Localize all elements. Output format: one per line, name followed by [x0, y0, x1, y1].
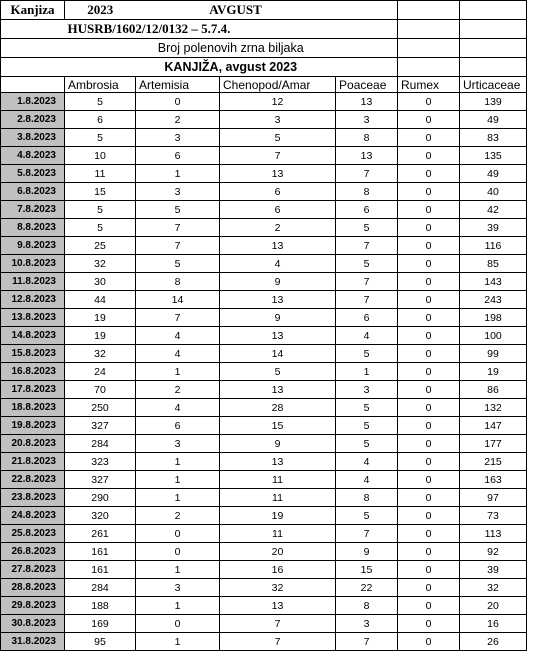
value-cell[interactable]: 73	[460, 507, 527, 525]
date-cell[interactable]: 16.8.2023	[1, 363, 65, 381]
date-cell[interactable]: 29.8.2023	[1, 597, 65, 615]
value-cell[interactable]: 49	[460, 111, 527, 129]
table-row	[1, 579, 527, 597]
value-cell[interactable]: 44	[65, 291, 136, 309]
value-cell[interactable]: 13	[220, 237, 336, 255]
date-cell[interactable]: 19.8.2023	[1, 417, 65, 435]
value-cell[interactable]: 4	[336, 471, 398, 489]
value-cell[interactable]: 327	[65, 471, 136, 489]
location-cell[interactable]: Kanjiza	[1, 1, 65, 20]
value-cell[interactable]: 30	[65, 273, 136, 291]
value-cell[interactable]: 19	[65, 309, 136, 327]
value-cell[interactable]: 5	[136, 201, 220, 219]
empty-header-cell[interactable]	[1, 77, 65, 93]
date-cell[interactable]: 7.8.2023	[1, 201, 65, 219]
value-cell[interactable]: 32	[220, 579, 336, 597]
value-cell[interactable]: 3	[336, 381, 398, 399]
empty-cell[interactable]	[1, 58, 65, 77]
value-cell[interactable]: 8	[336, 129, 398, 147]
table-row	[1, 129, 527, 147]
value-cell[interactable]: 11	[220, 489, 336, 507]
value-cell[interactable]: 7	[220, 633, 336, 651]
value-cell[interactable]: 0	[398, 633, 460, 651]
value-cell[interactable]: 2	[136, 507, 220, 525]
value-cell[interactable]: 327	[65, 417, 136, 435]
value-cell[interactable]: 0	[398, 147, 460, 165]
value-cell[interactable]: 0	[398, 183, 460, 201]
value-cell[interactable]: 95	[65, 633, 136, 651]
date-cell[interactable]: 30.8.2023	[1, 615, 65, 633]
value-cell[interactable]: 1	[136, 471, 220, 489]
value-cell[interactable]: 0	[398, 309, 460, 327]
date-cell[interactable]: 3.8.2023	[1, 129, 65, 147]
value-cell[interactable]: 0	[398, 507, 460, 525]
value-cell[interactable]: 4	[336, 453, 398, 471]
value-cell[interactable]: 143	[460, 273, 527, 291]
value-cell[interactable]: 0	[398, 327, 460, 345]
value-cell[interactable]: 15	[220, 417, 336, 435]
date-cell[interactable]: 23.8.2023	[1, 489, 65, 507]
value-cell[interactable]: 5	[336, 219, 398, 237]
value-cell[interactable]: 1	[136, 597, 220, 615]
value-cell[interactable]: 85	[460, 255, 527, 273]
value-cell[interactable]: 139	[460, 93, 527, 111]
date-cell[interactable]: 22.8.2023	[1, 471, 65, 489]
table-row	[1, 345, 527, 363]
empty-cell[interactable]	[398, 58, 460, 77]
value-cell[interactable]: 243	[460, 291, 527, 309]
date-cell[interactable]: 4.8.2023	[1, 147, 65, 165]
date-cell[interactable]: 20.8.2023	[1, 435, 65, 453]
value-cell[interactable]: 261	[65, 525, 136, 543]
table-row	[1, 273, 527, 291]
table-row	[1, 363, 527, 381]
value-cell[interactable]: 0	[398, 237, 460, 255]
value-cell[interactable]: 7	[336, 237, 398, 255]
table-row	[1, 291, 527, 309]
empty-cell[interactable]	[398, 20, 460, 39]
value-cell[interactable]: 0	[398, 363, 460, 381]
table-row	[1, 633, 527, 651]
table-row	[1, 93, 527, 111]
value-cell[interactable]: 6	[65, 111, 136, 129]
value-cell[interactable]: 0	[398, 561, 460, 579]
value-cell[interactable]: 169	[65, 615, 136, 633]
value-cell[interactable]: 5	[65, 219, 136, 237]
value-cell[interactable]: 32	[460, 579, 527, 597]
date-cell[interactable]: 11.8.2023	[1, 273, 65, 291]
column-header[interactable]: Artemisia	[136, 77, 220, 93]
value-cell[interactable]: 13	[220, 291, 336, 309]
value-cell[interactable]: 11	[220, 471, 336, 489]
date-cell[interactable]: 5.8.2023	[1, 165, 65, 183]
value-cell[interactable]: 0	[398, 201, 460, 219]
value-cell[interactable]: 13	[220, 165, 336, 183]
value-cell[interactable]: 0	[398, 543, 460, 561]
table-row	[1, 417, 527, 435]
value-cell[interactable]: 92	[460, 543, 527, 561]
value-cell[interactable]: 8	[336, 489, 398, 507]
value-cell[interactable]: 32	[65, 255, 136, 273]
value-cell[interactable]: 15	[336, 561, 398, 579]
date-cell[interactable]: 15.8.2023	[1, 345, 65, 363]
value-cell[interactable]: 5	[65, 201, 136, 219]
value-cell[interactable]: 8	[336, 597, 398, 615]
table-row	[1, 453, 527, 471]
value-cell[interactable]: 132	[460, 399, 527, 417]
date-cell[interactable]: 2.8.2023	[1, 111, 65, 129]
value-cell[interactable]: 13	[220, 597, 336, 615]
value-cell[interactable]: 135	[460, 147, 527, 165]
value-cell[interactable]: 3	[136, 129, 220, 147]
value-cell[interactable]: 0	[398, 453, 460, 471]
station-title-cell[interactable]: KANJIŽA, avgust 2023	[65, 58, 398, 77]
value-cell[interactable]: 284	[65, 579, 136, 597]
value-cell[interactable]: 5	[336, 507, 398, 525]
value-cell[interactable]: 22	[336, 579, 398, 597]
date-cell[interactable]: 17.8.2023	[1, 381, 65, 399]
value-cell[interactable]: 7	[136, 219, 220, 237]
value-cell[interactable]: 4	[336, 327, 398, 345]
value-cell[interactable]: 26	[460, 633, 527, 651]
table-row	[1, 147, 527, 165]
value-cell[interactable]: 86	[460, 381, 527, 399]
value-cell[interactable]: 0	[398, 381, 460, 399]
date-cell[interactable]: 26.8.2023	[1, 543, 65, 561]
value-cell[interactable]: 25	[65, 237, 136, 255]
value-cell[interactable]: 42	[460, 201, 527, 219]
value-cell[interactable]: 19	[460, 363, 527, 381]
table-row	[1, 309, 527, 327]
value-cell[interactable]: 28	[220, 399, 336, 417]
table-row	[1, 201, 527, 219]
value-cell[interactable]: 0	[398, 165, 460, 183]
value-cell[interactable]: 97	[460, 489, 527, 507]
date-cell[interactable]: 8.8.2023	[1, 219, 65, 237]
value-cell[interactable]: 0	[398, 129, 460, 147]
value-cell[interactable]: 6	[136, 147, 220, 165]
value-cell[interactable]: 83	[460, 129, 527, 147]
value-cell[interactable]: 10	[65, 147, 136, 165]
table-row	[1, 381, 527, 399]
value-cell[interactable]: 0	[398, 399, 460, 417]
value-cell[interactable]: 0	[398, 255, 460, 273]
value-cell[interactable]: 198	[460, 309, 527, 327]
value-cell[interactable]: 5	[136, 255, 220, 273]
value-cell[interactable]: 0	[398, 579, 460, 597]
table-row	[1, 615, 527, 633]
value-cell[interactable]: 163	[460, 471, 527, 489]
value-cell[interactable]: 15	[65, 183, 136, 201]
table-row	[1, 165, 527, 183]
value-cell[interactable]: 161	[65, 561, 136, 579]
value-cell[interactable]: 1	[136, 363, 220, 381]
value-cell[interactable]: 0	[398, 111, 460, 129]
value-cell[interactable]: 99	[460, 345, 527, 363]
column-header[interactable]: Ambrosia	[65, 77, 136, 93]
value-cell[interactable]: 0	[136, 543, 220, 561]
value-cell[interactable]: 8	[136, 273, 220, 291]
value-cell[interactable]: 7	[220, 147, 336, 165]
value-cell[interactable]: 250	[65, 399, 136, 417]
value-cell[interactable]: 0	[398, 597, 460, 615]
table-row	[1, 597, 527, 615]
value-cell[interactable]: 5	[336, 255, 398, 273]
value-cell[interactable]: 20	[220, 543, 336, 561]
value-cell[interactable]: 3	[336, 615, 398, 633]
year-cell[interactable]: 2023	[65, 1, 136, 20]
value-cell[interactable]: 39	[460, 219, 527, 237]
table-row	[1, 435, 527, 453]
value-cell[interactable]: 9	[336, 543, 398, 561]
column-header[interactable]: Rumex	[398, 77, 460, 93]
value-cell[interactable]: 8	[336, 183, 398, 201]
value-cell[interactable]: 5	[220, 363, 336, 381]
date-cell[interactable]: 25.8.2023	[1, 525, 65, 543]
value-cell[interactable]: 7	[136, 309, 220, 327]
value-cell[interactable]: 1	[336, 363, 398, 381]
value-cell[interactable]: 7	[336, 525, 398, 543]
value-cell[interactable]: 13	[220, 381, 336, 399]
value-cell[interactable]: 1	[136, 561, 220, 579]
date-cell[interactable]: 9.8.2023	[1, 237, 65, 255]
value-cell[interactable]: 5	[65, 129, 136, 147]
value-cell[interactable]: 24	[65, 363, 136, 381]
value-cell[interactable]: 2	[136, 381, 220, 399]
date-cell[interactable]: 6.8.2023	[1, 183, 65, 201]
value-cell[interactable]: 116	[460, 237, 527, 255]
value-cell[interactable]: 11	[65, 165, 136, 183]
value-cell[interactable]: 161	[65, 543, 136, 561]
value-cell[interactable]: 188	[65, 597, 136, 615]
value-cell[interactable]: 9	[220, 309, 336, 327]
value-cell[interactable]: 13	[220, 453, 336, 471]
value-cell[interactable]: 0	[398, 417, 460, 435]
value-cell[interactable]: 1	[136, 633, 220, 651]
value-cell[interactable]: 5	[220, 129, 336, 147]
value-cell[interactable]: 0	[136, 93, 220, 111]
value-cell[interactable]: 100	[460, 327, 527, 345]
value-cell[interactable]: 7	[336, 633, 398, 651]
table-row	[1, 183, 527, 201]
empty-cell[interactable]	[460, 39, 527, 58]
table-row	[1, 237, 527, 255]
subtitle-cell[interactable]: Broj polenovih zrna biljaka	[65, 39, 398, 58]
value-cell[interactable]: 323	[65, 453, 136, 471]
value-cell[interactable]: 49	[460, 165, 527, 183]
value-cell[interactable]: 9	[220, 273, 336, 291]
date-cell[interactable]: 28.8.2023	[1, 579, 65, 597]
value-cell[interactable]: 0	[398, 615, 460, 633]
empty-cell[interactable]	[398, 1, 460, 20]
table-row	[1, 327, 527, 345]
value-cell[interactable]: 13	[336, 147, 398, 165]
value-cell[interactable]: 19	[220, 507, 336, 525]
date-cell[interactable]: 14.8.2023	[1, 327, 65, 345]
value-cell[interactable]: 16	[220, 561, 336, 579]
value-cell[interactable]: 1	[136, 165, 220, 183]
value-cell[interactable]: 13	[336, 93, 398, 111]
value-cell[interactable]: 12	[220, 93, 336, 111]
value-cell[interactable]: 19	[65, 327, 136, 345]
column-header[interactable]: Poaceae	[336, 77, 398, 93]
value-cell[interactable]: 0	[398, 489, 460, 507]
value-cell[interactable]: 2	[220, 219, 336, 237]
value-cell[interactable]: 16	[460, 615, 527, 633]
value-cell[interactable]: 6	[136, 417, 220, 435]
column-header[interactable]: Urticaceae	[460, 77, 527, 93]
empty-cell[interactable]	[1, 39, 65, 58]
value-cell[interactable]: 3	[136, 183, 220, 201]
value-cell[interactable]: 0	[398, 291, 460, 309]
value-cell[interactable]: 4	[136, 345, 220, 363]
value-cell[interactable]: 5	[336, 417, 398, 435]
value-cell[interactable]: 0	[398, 435, 460, 453]
empty-cell[interactable]	[460, 20, 527, 39]
table-row	[1, 525, 527, 543]
empty-cell[interactable]	[336, 20, 398, 39]
value-cell[interactable]: 5	[65, 93, 136, 111]
value-cell[interactable]: 4	[220, 255, 336, 273]
column-header[interactable]: Chenopod/Amar	[220, 77, 336, 93]
value-cell[interactable]: 0	[398, 345, 460, 363]
empty-cell[interactable]	[398, 39, 460, 58]
value-cell[interactable]: 320	[65, 507, 136, 525]
value-cell[interactable]: 0	[398, 93, 460, 111]
value-cell[interactable]: 40	[460, 183, 527, 201]
value-cell[interactable]: 147	[460, 417, 527, 435]
value-cell[interactable]: 6	[220, 183, 336, 201]
table-row	[1, 111, 527, 129]
table-row	[1, 399, 527, 417]
date-cell[interactable]: 1.8.2023	[1, 93, 65, 111]
value-cell[interactable]: 70	[65, 381, 136, 399]
date-cell[interactable]: 27.8.2023	[1, 561, 65, 579]
value-cell[interactable]: 20	[460, 597, 527, 615]
value-cell[interactable]: 3	[220, 111, 336, 129]
value-cell[interactable]: 14	[220, 345, 336, 363]
value-cell[interactable]: 3	[136, 579, 220, 597]
value-cell[interactable]: 0	[398, 219, 460, 237]
value-cell[interactable]: 4	[136, 399, 220, 417]
empty-cell[interactable]	[460, 1, 527, 20]
value-cell[interactable]: 11	[220, 525, 336, 543]
value-cell[interactable]: 7	[136, 237, 220, 255]
value-cell[interactable]: 2	[136, 111, 220, 129]
date-cell[interactable]: 18.8.2023	[1, 399, 65, 417]
value-cell[interactable]: 0	[136, 525, 220, 543]
value-cell[interactable]: 7	[336, 165, 398, 183]
value-cell[interactable]: 7	[220, 615, 336, 633]
value-cell[interactable]: 6	[336, 201, 398, 219]
value-cell[interactable]: 32	[65, 345, 136, 363]
date-cell[interactable]: 12.8.2023	[1, 291, 65, 309]
value-cell[interactable]: 0	[398, 471, 460, 489]
date-cell[interactable]: 31.8.2023	[1, 633, 65, 651]
table-row	[1, 489, 527, 507]
value-cell[interactable]: 290	[65, 489, 136, 507]
table-row	[1, 543, 527, 561]
value-cell[interactable]: 3	[136, 435, 220, 453]
value-cell[interactable]: 177	[460, 435, 527, 453]
table-row	[1, 507, 527, 525]
table-row	[1, 471, 527, 489]
empty-cell[interactable]	[1, 20, 65, 39]
value-cell[interactable]: 5	[336, 399, 398, 417]
value-cell[interactable]: 5	[336, 435, 398, 453]
value-cell[interactable]: 1	[136, 453, 220, 471]
project-code-cell[interactable]: HUSRB/1602/12/0132 – 5.7.4.	[65, 20, 336, 39]
table-row	[1, 561, 527, 579]
value-cell[interactable]: 6	[336, 309, 398, 327]
month-cell[interactable]: AVGUST	[136, 1, 336, 20]
value-cell[interactable]: 13	[220, 327, 336, 345]
value-cell[interactable]: 6	[220, 201, 336, 219]
table-body	[1, 1, 527, 651]
value-cell[interactable]: 3	[336, 111, 398, 129]
date-cell[interactable]: 10.8.2023	[1, 255, 65, 273]
value-cell[interactable]: 0	[136, 615, 220, 633]
value-cell[interactable]: 14	[136, 291, 220, 309]
value-cell[interactable]: 0	[398, 525, 460, 543]
value-cell[interactable]: 39	[460, 561, 527, 579]
value-cell[interactable]: 113	[460, 525, 527, 543]
value-cell[interactable]: 5	[336, 345, 398, 363]
date-cell[interactable]: 21.8.2023	[1, 453, 65, 471]
value-cell[interactable]: 0	[398, 273, 460, 291]
value-cell[interactable]: 7	[336, 291, 398, 309]
value-cell[interactable]: 7	[336, 273, 398, 291]
value-cell[interactable]: 284	[65, 435, 136, 453]
table-row	[1, 255, 527, 273]
empty-cell[interactable]	[460, 58, 527, 77]
date-cell[interactable]: 24.8.2023	[1, 507, 65, 525]
date-cell[interactable]: 13.8.2023	[1, 309, 65, 327]
empty-cell[interactable]	[336, 1, 398, 20]
value-cell[interactable]: 9	[220, 435, 336, 453]
value-cell[interactable]: 1	[136, 489, 220, 507]
table-row	[1, 219, 527, 237]
value-cell[interactable]: 4	[136, 327, 220, 345]
value-cell[interactable]: 215	[460, 453, 527, 471]
